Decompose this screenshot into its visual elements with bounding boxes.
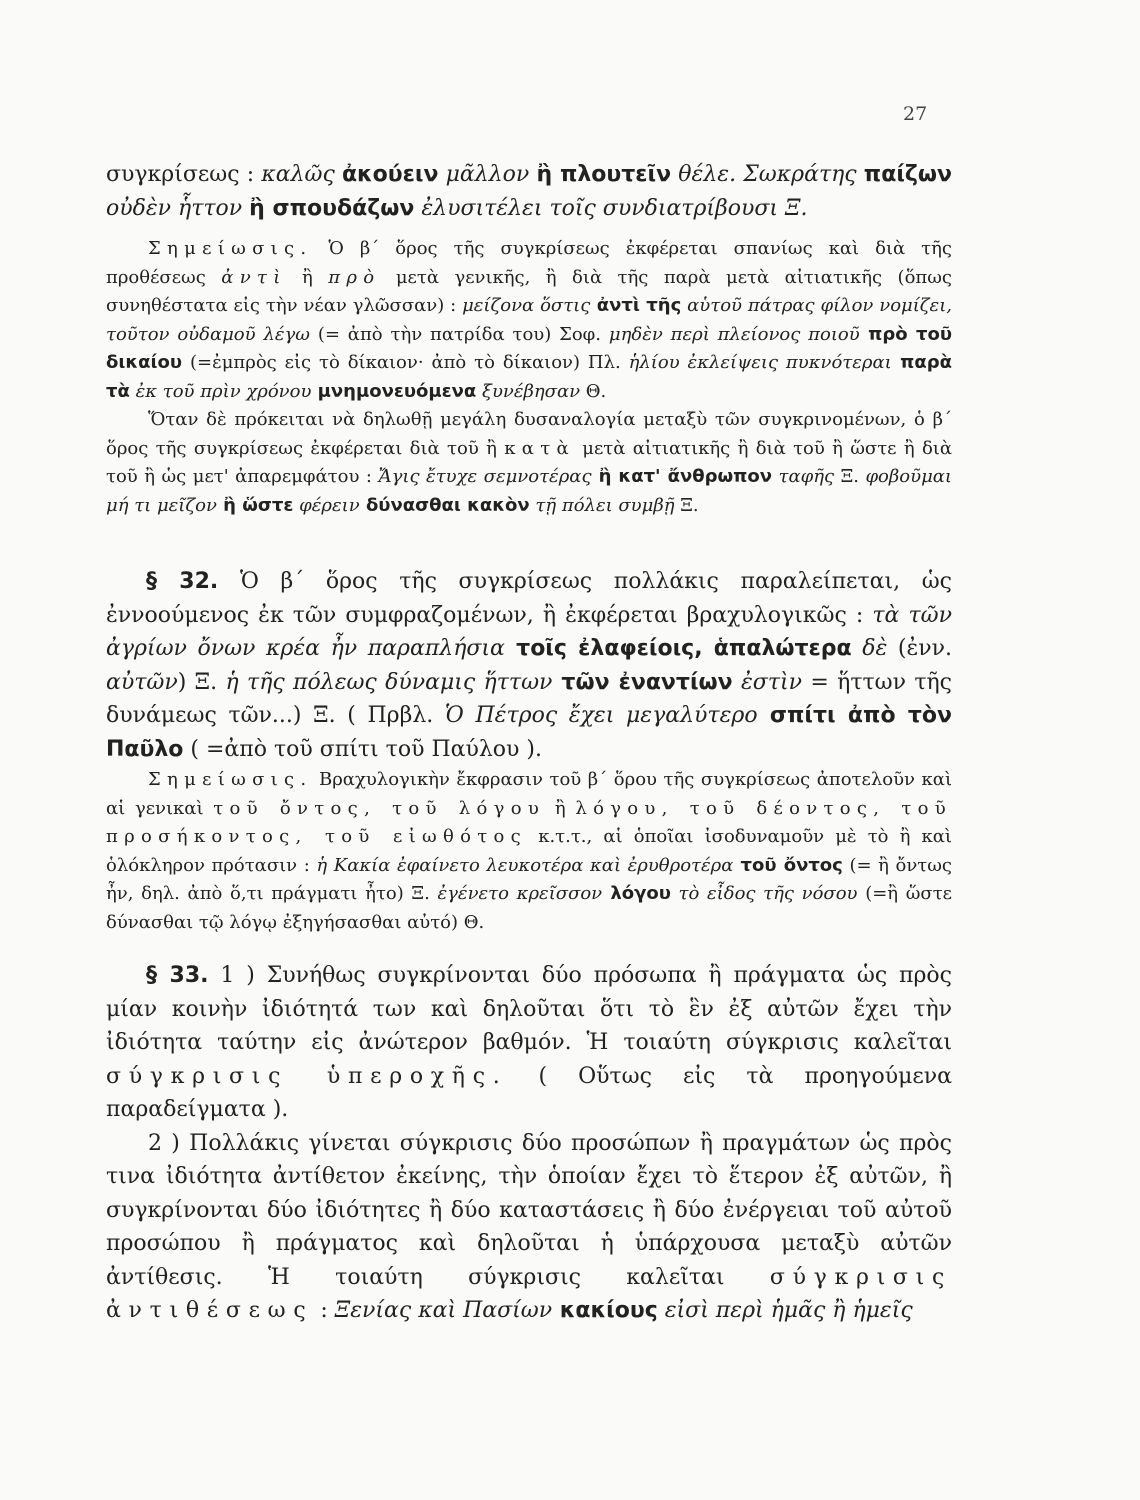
page-body [106, 158, 952, 1328]
note-paragraph-prepositions: Σημείωσις. Ὁ β΄ ὅρος τῆς συγκρίσεως ἐκφέρεται σπανίως καὶ διὰ τῆς προθέσεως ἀντὶ ἢ πρὸ μετὰ γενικῆς, ἢ διὰ τῆς παρὰ μετὰ αἰτιατικῆς (ὅπως συνηθέστατα εἰς τὴν νέαν γλῶσσαν) : μείζονα ὅστις ἀντὶ τῆς αὑτοῦ πάτρας φίλον νομίζει, τοῦτον οὐδαμοῦ λέγω (= ἀπὸ τὴν πατρίδα του) Σοφ. μηδὲν περὶ πλείονος ποιοῦ πρὸ τοῦ δικαίου (=ἐμπρὸς εἰς τὸ δίκαιον· ἀπὸ τὸ δίκαιον) Πλ. ἡλίου ἐκλείψεις πυκνότεραι παρὰ τὰ ἐκ τοῦ πρὶν χρόνου μνημονευόμενα ξυνέβησαν Θ. [106, 238, 953, 402]
section-32-number: § 32. [146, 569, 219, 594]
page-number: 27 [903, 103, 928, 125]
section-33-number: § 33. [146, 963, 209, 988]
section-32: § 32. Ὁ β΄ ὅρος τῆς συγκρίσεως πολλάκις παραλείπεται, ὡς ἐννοούμενος ἐκ τῶν συμφραζομένων, ἢ ἐκφέρεται βραχυλογικῶς : τὰ τῶν ἀγρίων ὄνων κρέα ἦν παραπλήσια τοῖς ἐλαφείοις, ἁπαλώτερα δὲ (ἐνν. αὐτῶν) Ξ. ἡ τῆς πόλεως δύναμις ἥττων τῶν ἐναντίων ἐστὶν = ἥττων τῆς δυνάμεως τῶν...) Ξ. ( Πρβλ. Ὁ Πέτρος ἔχει μεγαλύτερο σπίτι ἀπὸ τὸν Παῦλο ( =ἀπὸ τοῦ σπίτι τοῦ Παύλου ). [106, 569, 953, 762]
paragraph-disproportion: Ὅταν δὲ πρόκειται νὰ δηλωθῇ μεγάλη δυσαναλογία μεταξὺ τῶν συγκρινομένων, ὁ β΄ ὅρος τῆς συγκρίσεως ἐκφέρεται διὰ τοῦ ἢ κατὰ μετὰ αἰτιατικῆς ἢ διὰ τοῦ ἢ ὥστε ἢ διὰ τοῦ ἢ ὡς μετ' ἀπαρεμφάτου : Ἄγις ἔτυχε σεμνοτέρας ἢ κατ' ἄνθρωπον ταφῆς Ξ. φοβοῦμαι μή τι μεῖζον ἢ ὥστε φέρειν δύνασθαι κακὸν τῇ πόλει συμβῇ Ξ. [106, 409, 952, 516]
paragraph-comparison-examples: συγκρίσεως : καλῶς ἀκούειν μᾶλλον ἢ πλουτεῖν θέλε. Σωκράτης παίζων οὐδὲν ἧττον ἢ σπουδάζων ἐλυσιτέλει τοῖς συνδιατρίβουσι Ξ. [106, 162, 952, 221]
section-33: § 33. 1 ) Συνήθως συγκρίνονται δύο πρόσωπα ἢ πράγματα ὡς πρὸς μίαν κοινὴν ἰδιότητά των καὶ δηλοῦται ὅτι τὸ ἓν ἐξ αὐτῶν ἔχει τὴν ἰδιότητα ταύτην εἰς ἀνώτερον βαθμόν. Ἡ τοιαύτη σύγκρισις καλεῖται σύγκρισις ὑπεροχῆς. ( Οὕτως εἰς τὰ προηγούμενα παραδείγματα ). [106, 963, 952, 1122]
paragraph-antithesis: 2 ) Πολλάκις γίνεται σύγκρισις δύο προσώπων ἢ πραγμάτων ὡς πρὸς τινα ἰδιότητα ἀντίθετον ἐκείνης, τὴν ὁποίαν ἔχει τὸ ἕτερον ἐξ αὐτῶν, ἢ συγκρίνονται δύο ἰδιότητες ἢ δύο καταστάσεις ἢ δύο ἐνέργειαι τοῦ αὐτοῦ προσώπου ἢ πράγματος καὶ δηλοῦται ἡ ὑπάρχουσα μεταξὺ αὐτῶν ἀντίθεσις. Ἡ τοιαύτη σύγκρισις καλεῖται σύγκρισις ἀντιθέσεως : Ξενίας καὶ Πασίων κακίους εἰσὶ περὶ ἡμᾶς ἢ ἡμεῖς [106, 1130, 952, 1323]
note-paragraph-brachylogy: Σημείωσις. Βραχυλογικὴν ἔκφρασιν τοῦ β΄ ὅρου τῆς συγκρίσεως ἀποτελοῦν καὶ αἱ γενικαὶ τοῦ ὄντος, τοῦ λόγου ἢ λόγου, τοῦ δέοντος, τοῦ προσήκοντος, τοῦ εἰωθότος κ.τ.τ., αἱ ὁποῖαι ἰσοδυναμοῦν μὲ τὸ ἢ καὶ ὁλόκληρον πρότασιν : ἡ Κακία ἐφαίνετο λευκοτέρα καὶ ἐρυθροτέρα τοῦ ὄντος (= ἢ ὄντως ἦν, δηλ. ἀπὸ ὅ,τι πράγματι ἦτο) Ξ. ἐγένετο κρεῖσσον λόγου τὸ εἶδος τῆς νόσου (=ἢ ὥστε δύνασθαι τῷ λόγῳ ἐξηγήσασθαι αὐτό) Θ. [106, 769, 953, 933]
